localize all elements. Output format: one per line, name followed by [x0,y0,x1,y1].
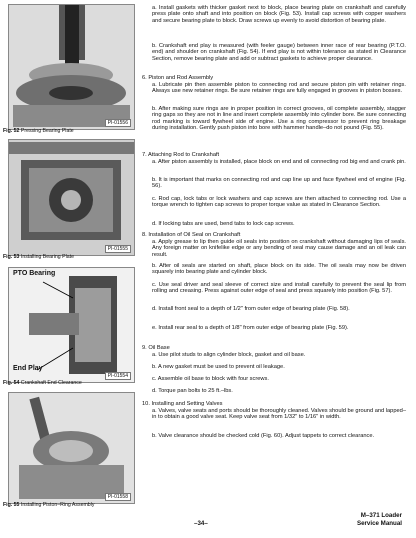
step-10b-text: b. Valve clearance should be checked cold (Fig. 60). Adjust tappets to correct clearance. [152,433,375,439]
step-8e-text: e. Install rear seal to a depth of 1/8" from outer edge of bearing plate (Fig. 59). [152,325,349,331]
figure-id: PI-01558 [105,493,131,501]
step-7a-text: a. After piston assembly is installed, place block on end and oil connecting rod big end and crank pin. [152,159,406,165]
figure-52-image [8,4,135,130]
installing-piston-ring-assembly-illustration [9,393,134,503]
footer-manual: Service Manual [356,520,402,527]
figure-title: Pressing Bearing Plate [20,128,74,134]
figure-id: PI-01556 [105,119,131,127]
figure-53-image [8,139,135,256]
step-7d-text: d. If locking tabs are used, bend tabs to lock cap screws. [152,221,295,227]
section-6-heading: 6. Piston and Rod Assembly [142,75,214,81]
figure-title: Installing Piston–Ring Assembly [20,502,95,508]
figure-number: Fig. 52 [3,128,20,134]
figure-53-caption [3,254,74,261]
figure-number: Fig. 55 [3,502,20,508]
step-10a-text: a. Valves, valve seats and ports should be thoroughly cleaned. Valves should be ground and lapped–in to obtain a good valve seat. Keep valve seat from 1/32" to 1/16" in width. [152,408,407,421]
figure-55-caption [3,502,94,509]
pressing-bearing-plate-illustration [9,5,134,129]
step-8a-text: a. Apply grease to lip then guide oil seals into position on crankshaft without damaging lips of seals. Any foreign matter on knifelike edge or any bending of seal may cause damage and an oil leak can result. [152,239,406,258]
footer-model: M–371 Loader [360,512,402,519]
step-8b-text: b. After oil seals are started on shaft, place block on its side. The oil seals may now be driven squarely into bearing plate and cylinder block. [152,263,406,276]
installing-bearing-plate-illustration [9,140,134,255]
step-9b-text: b. A new gasket must be used to prevent oil leakage. [152,364,285,370]
step-8d-text: d. Install front seal to a depth of 1/2" from outer edge of bearing plate (Fig. 58). [152,306,350,312]
step-9c-text: c. Assemble oil base to block with four screws. [152,376,269,382]
pto-bearing-label: PTO Bearing [13,270,56,277]
step-7c-text: c. Rod cap, lock tabs or lock washers and cap screws are then attached to connecting rod. Use a torque wrench to tighten cap screws to proper torque value as stated in Clearance Section. [152,196,406,209]
section-9-heading: 9. Oil Base [142,345,170,351]
step-9a-text: a. Use pilot studs to align cylinder block, gasket and oil base. [152,352,306,358]
figure-54-image [8,267,135,383]
figure-id: PI-01555 [105,245,131,253]
step-7b-text: b. It is important that marks on connecting rod and cap line up and face flywheel end of engine (Fig. 56). [152,177,406,190]
figure-number: Fig. 53 [3,254,20,260]
step-5b-text: b. Crankshaft end play is measured (with feeler gauge) between inner race of rear bearing (P.T.O. end) and shoulder on crankshaft (Fig. 54). If end play is not within tolerance as stated in Clearance Section, remove bearing plate and add or subtract gaskets to achieve proper clearance. [152,43,406,62]
step-6b-text: b. After making sure rings are in proper position in correct grooves, oil complete assembly, stagger ring gaps so they are not in line and insert complete assembly into cylinder bore. Be sure connecting rod marking is toward flywheel side of engine. Use a ring compressor to prevent ring breakage during installation. Gently push piston into bore with hammer handle–do not pound (Fig. 55). [152,106,406,131]
step-8c-text: c. Use seal driver and seal sleeve of correct size and install carefully to prevent the seal lip from rolling and creasing. Press against outer edge of seal and press squarely into position (Fig. 57). [152,282,406,295]
section-8-heading: 8. Installation of Oil Seal on Crankshaft [142,232,241,238]
step-6a-text: a. Lubricate pin then assemble piston to connecting rod and secure piston pin with retainer rings. Always use new retainer rings. Be sure retainer rings are fully engaged in grooves in piston bosses. [152,82,406,95]
figure-title: Installing Bearing Plate [20,254,74,260]
figure-title: Crankshaft End Clearance [20,380,82,386]
step-9d-text: d. Torque pan bolts to 25 ft.–lbs. [152,388,233,394]
figure-id: PI-01554 [105,372,131,380]
section-10-heading: 10. Installing and Setting Valves [142,401,223,407]
section-7-heading: 7. Attaching Rod to Crankshaft [142,152,220,158]
figure-52-caption [3,128,74,135]
end-play-label: End Play [13,365,43,372]
figure-55-image [8,392,135,504]
figure-number: Fig. 54 [3,380,20,386]
page-number: –34– [194,520,208,527]
step-5a-text: a. Install gaskets with thicker gasket next to block, place bearing plate on crankshaft and carefully press plate onto shaft and into position on block (Fig. 53). Install cap screws with copper washers and secure bearing plate to block. Draw screws up evenly to avoid distortion of bearing plate. [152,5,406,24]
figure-54-caption [3,380,82,387]
